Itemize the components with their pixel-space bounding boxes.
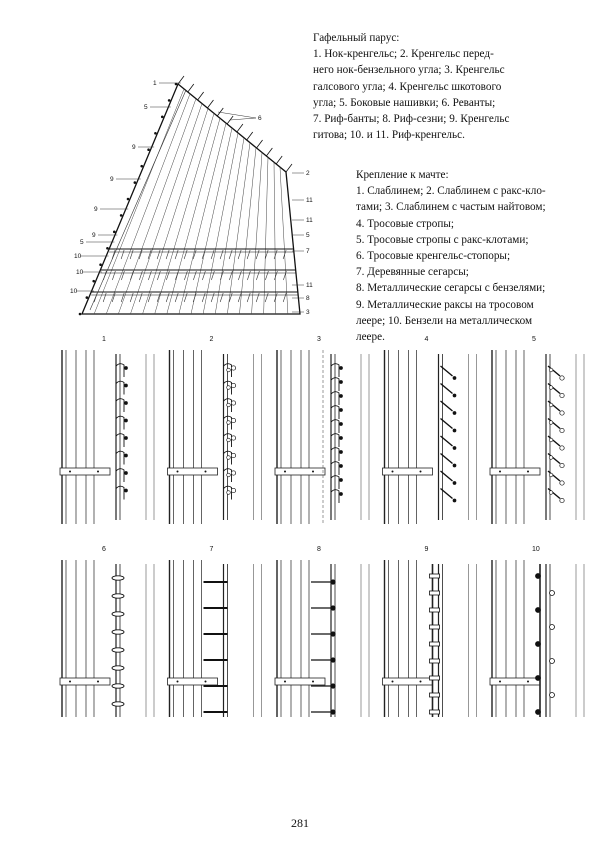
boom-bolt (177, 681, 179, 683)
sail-callout-number: 11 (306, 282, 313, 289)
lacing-eye (560, 393, 564, 397)
reef-point (247, 293, 250, 302)
robands (188, 84, 194, 92)
lacing-eye (453, 377, 456, 380)
sail-seam (167, 118, 220, 314)
boom-jaw (383, 468, 433, 475)
reef-point (175, 250, 178, 259)
mast-panel-7 (168, 546, 262, 717)
reef-point (121, 293, 124, 302)
lacing-eye (125, 402, 128, 405)
callout-leader (218, 112, 256, 118)
boom-bolt (205, 681, 207, 683)
luff-cringle (86, 296, 89, 299)
jackstay-seizing (536, 676, 541, 681)
lacing-eye (340, 493, 343, 496)
sail-callout-number: 7 (306, 248, 310, 255)
lacing-eye (231, 453, 235, 457)
mast-caption-line: 9. Металлические раксы на тросовом (356, 298, 534, 311)
jackstay-slide (430, 608, 440, 612)
mast-panel-number: 8 (317, 546, 321, 553)
sail-callout-number: 2 (306, 170, 310, 177)
sail-seam (215, 138, 244, 314)
luff-cringle (113, 231, 116, 234)
mast-caption-line: 4. Тросовые стропы; (356, 217, 454, 230)
lacing-eye (231, 401, 235, 405)
boom-bolt (205, 471, 207, 473)
gaff-sail-caption-title: Гафельный парус: (313, 32, 400, 44)
parrel-bead (549, 368, 553, 372)
page-number: 281 (291, 816, 309, 830)
sail-seam (118, 99, 196, 314)
lacing-eye (560, 446, 564, 450)
reef-point (139, 293, 142, 302)
lacing-eye (560, 463, 564, 467)
sail-callout-number: 9 (94, 206, 98, 213)
mast-panel-number: 4 (424, 336, 429, 343)
jackstay-slide (430, 642, 440, 646)
parrel-bead (227, 368, 231, 372)
reef-point (238, 250, 241, 259)
luff-cringle (99, 263, 102, 266)
robands (266, 148, 272, 156)
sail-callout-labels (70, 80, 313, 316)
lacing-eye (453, 447, 456, 450)
lacing-eye (231, 436, 235, 440)
boom-jaw (60, 468, 110, 475)
luff-cringle (147, 148, 150, 151)
mast-panel-9 (383, 546, 477, 717)
grommet (112, 684, 124, 688)
parrel-bead (227, 421, 231, 425)
lacing-eye (340, 437, 343, 440)
jackstay-slide (430, 710, 440, 714)
grommet (112, 630, 124, 634)
sail-seam (203, 133, 238, 314)
lacing-eye (125, 454, 128, 457)
sail-callout-number: 8 (306, 295, 310, 302)
lacing-eye (340, 409, 343, 412)
sail-callout-number: 5 (144, 104, 148, 111)
mast-panel-number: 7 (209, 546, 214, 553)
sail-callout-number: 10 (76, 269, 84, 276)
mast-panel-5 (490, 336, 584, 524)
reef-point (265, 271, 268, 280)
boom-jaw (60, 678, 110, 685)
jackstay-slide (430, 693, 440, 697)
boom-bolt (69, 681, 71, 683)
reef-point (202, 271, 205, 280)
robands (276, 156, 282, 164)
mast-panel-6 (60, 546, 154, 717)
lacing-eye (125, 419, 128, 422)
reef-point (202, 293, 205, 302)
luff-cringle (161, 116, 164, 119)
parrel-bead (549, 403, 553, 407)
lacing-eye (560, 376, 564, 380)
luff-cringle (134, 181, 137, 184)
sail-seam (94, 89, 184, 314)
grommet (112, 594, 124, 598)
lacing-eye (340, 381, 343, 384)
jackstay-slide (430, 676, 440, 680)
mast-panel-1 (60, 336, 154, 524)
lacing-eye (560, 481, 564, 485)
sail-edge (82, 84, 300, 314)
luff-cringle (79, 313, 82, 316)
grommet (112, 576, 124, 580)
gaff-sail-drawing (58, 74, 328, 324)
mast-attachment-illustrations (58, 332, 588, 717)
boom-bolt (392, 681, 394, 683)
jackstay-seizing (550, 591, 555, 596)
robands (198, 92, 204, 100)
luff-cringle (120, 214, 123, 217)
sail-callout-number: 9 (110, 176, 114, 183)
lacing-eye (231, 471, 235, 475)
lacing-eye (453, 482, 456, 485)
boom-bolt (284, 471, 286, 473)
lacing-eye (453, 394, 456, 397)
lacing-eye (453, 464, 456, 467)
reef-point (130, 271, 133, 280)
reef-point (184, 250, 187, 259)
lacing-eye (125, 367, 128, 370)
mast-panel-4 (383, 336, 477, 524)
lacing-eye (231, 418, 235, 422)
hoop-seizing (330, 709, 335, 714)
sail-callout-number: 9 (132, 144, 136, 151)
gaff-sail-caption-line: 7. Риф-банты; 8. Риф-сезни; 9. Кренгельс (313, 113, 510, 126)
hoop-seizing (330, 683, 335, 688)
gaff-sail-caption-line: 1. Нок-кренгельс; 2. Кренгельс перед- (313, 48, 494, 61)
sail-seam (191, 128, 232, 314)
jackstay-slide (430, 591, 440, 595)
mast-caption-line: 8. Металлические сегарсы с бензелями; (356, 282, 546, 295)
lacing-eye (125, 384, 128, 387)
parrel-bead (227, 473, 231, 477)
boom-bolt (392, 471, 394, 473)
boom-bolt (499, 681, 501, 683)
lacing-eye (560, 428, 564, 432)
lacing-eye (560, 411, 564, 415)
boom-bolt (420, 681, 422, 683)
parrel-bead (227, 438, 231, 442)
robands (257, 140, 263, 148)
reef-point (211, 250, 214, 259)
sail-callout-number: 1 (153, 80, 157, 87)
reef-point (184, 271, 187, 280)
jackstay-seizing (536, 574, 541, 579)
parrel-bead (549, 456, 553, 460)
lacing-eye (340, 465, 343, 468)
reef-point (229, 250, 232, 259)
reef-point (166, 293, 169, 302)
reef-point (157, 271, 160, 280)
gaff-sail-caption-line: галсового угла; 4. Кренгельс шкотового (313, 80, 502, 93)
luff-cringle (168, 99, 171, 102)
mast-caption-line: тами; 3. Слаблинем с частым найтовом; (356, 201, 546, 214)
hoop-seizing (330, 631, 335, 636)
lacing-eye (125, 437, 128, 440)
mast-caption-line: 7. Деревянные сегарсы; (356, 266, 469, 279)
boom-bolt (177, 471, 179, 473)
gaff-sail-caption-line: угла; 5. Боковые нашивки; 6. Реванты; (313, 96, 496, 109)
reef-point (256, 271, 259, 280)
lacing-eye (340, 479, 343, 482)
mast-caption-line: 5. Тросовые стропы с ракс-клотами; (356, 233, 529, 246)
jackstay-seizing (550, 659, 555, 664)
sail-callout-number: 3 (306, 309, 310, 316)
sail-callout-number: 9 (92, 232, 96, 239)
mast-panel-number: 6 (102, 546, 106, 553)
lacing-eye (231, 366, 235, 370)
lacing-eye (125, 489, 128, 492)
luff-cringle (154, 132, 157, 135)
parrel-bead (227, 491, 231, 495)
reef-point (265, 293, 268, 302)
parrel-bead (549, 421, 553, 425)
boom-bolt (97, 681, 99, 683)
jackstay-slide (430, 659, 440, 663)
sail-callout-number: 6 (258, 115, 262, 122)
mast-caption-line: леере; 10. Бензели на металлическом (356, 314, 533, 327)
sail-callout-number: 10 (70, 288, 78, 295)
mast-panel-number: 1 (102, 336, 106, 343)
boom-bolt (312, 471, 314, 473)
reef-point (121, 250, 124, 259)
reef-point (175, 271, 178, 280)
reef-point (139, 271, 142, 280)
reef-point (256, 250, 259, 259)
jackstay-seizing (536, 642, 541, 647)
sail-seam (274, 162, 276, 314)
reef-point (220, 250, 223, 259)
boom-jaw (275, 678, 325, 685)
reef-point (130, 293, 133, 302)
reef-point (112, 271, 115, 280)
jackstay-seizing (550, 625, 555, 630)
mast-panel-8 (275, 546, 369, 717)
reef-point (184, 293, 187, 302)
robands (247, 132, 253, 140)
lacing-eye (340, 367, 343, 370)
sail-seam (227, 143, 250, 314)
gaff-sail-caption-line: гитова; 10. и 11. Риф-кренгельс. (313, 129, 465, 142)
gaff-sail-caption-line: него нок-бензельного угла; 3. Кренгельс (313, 64, 505, 77)
lacing-eye (340, 423, 343, 426)
reef-point (157, 250, 160, 259)
reef-point (193, 271, 196, 280)
boom-bolt (97, 471, 99, 473)
jackstay-seizing (550, 693, 555, 698)
lacing-eye (125, 472, 128, 475)
robands (207, 100, 213, 108)
hoop-seizing (330, 605, 335, 610)
robands (237, 124, 243, 132)
reef-point (166, 250, 169, 259)
lacing-eye (560, 498, 564, 502)
boom-bolt (420, 471, 422, 473)
luff-cringle (140, 165, 143, 168)
mast-caption-line: 1. Слаблинем; 2. Слаблинем с ракс-кло- (356, 185, 546, 198)
jackstay-slide (430, 574, 440, 578)
reef-point (274, 250, 277, 259)
grommet (112, 648, 124, 652)
reef-point (211, 293, 214, 302)
boom-bolt (284, 681, 286, 683)
boom-jaw (275, 468, 325, 475)
reef-point (247, 250, 250, 259)
mast-panel-number: 5 (532, 336, 536, 343)
sail-seam (264, 157, 268, 314)
reef-point (220, 293, 223, 302)
luff-cringle (127, 198, 130, 201)
reef-point (256, 293, 259, 302)
lacing-eye (453, 412, 456, 415)
mast-panel-number: 9 (424, 546, 429, 553)
sail-callout-number: 11 (306, 217, 313, 224)
gaff-sail-caption (313, 30, 545, 143)
boom-bolt (527, 471, 529, 473)
side-tabling (90, 90, 186, 310)
jackstay-slide (430, 625, 440, 629)
boom-jaw (490, 468, 540, 475)
reef-point (148, 271, 151, 280)
mast-panel-3 (275, 336, 369, 524)
sail-seam (239, 148, 256, 314)
grommet (112, 702, 124, 706)
mast-caption-title: Крепление к мачте: (356, 169, 449, 181)
sail-callout-number: 10 (74, 253, 82, 260)
boom-bolt (312, 681, 314, 683)
lacing-eye (231, 488, 235, 492)
robands (286, 164, 292, 172)
sail-callout-number: 5 (80, 239, 84, 246)
parrel-bead (227, 386, 231, 390)
boom-bolt (69, 471, 71, 473)
grommet (112, 612, 124, 616)
callout-leader (230, 118, 256, 120)
mast-caption-line: леере. (356, 331, 385, 344)
mast-attachment-caption (356, 167, 584, 345)
parrel-bead (549, 438, 553, 442)
hoop-seizing (330, 657, 335, 662)
mast-panel-number: 3 (317, 336, 321, 343)
lacing-eye (453, 429, 456, 432)
reef-point (193, 293, 196, 302)
reef-point (175, 293, 178, 302)
jackstay-seizing (536, 710, 541, 715)
lacing-eye (340, 451, 343, 454)
parrel-bead (549, 491, 553, 495)
sail-outline (79, 76, 300, 315)
lacing-eye (340, 395, 343, 398)
boom-bolt (499, 471, 501, 473)
grommet (112, 666, 124, 670)
reef-point (274, 271, 277, 280)
mast-panel-number: 2 (209, 336, 214, 343)
mast-panel-2 (168, 336, 262, 524)
sail-callout-number: 5 (306, 232, 310, 239)
sail-seam (155, 113, 214, 314)
boom-bolt (527, 681, 529, 683)
parrel-bead (549, 386, 553, 390)
parrel-bead (549, 473, 553, 477)
parrel-bead (227, 456, 231, 460)
boom-jaw (383, 678, 433, 685)
lacing-eye (453, 499, 456, 502)
reef-point (247, 271, 250, 280)
luff-cringle (106, 247, 109, 250)
reef-point (130, 250, 133, 259)
mast-panel-number: 10 (532, 546, 540, 553)
reef-point (283, 293, 286, 302)
mast-panel-10 (490, 546, 584, 717)
jackstay-seizing (536, 608, 541, 613)
lacing-eye (231, 383, 235, 387)
parrel-bead (227, 403, 231, 407)
hoop-seizing (330, 579, 335, 584)
boom-jaw (168, 678, 218, 685)
reef-point (103, 293, 106, 302)
boom-jaw (168, 468, 218, 475)
luff-cringle (92, 280, 95, 283)
reef-point (238, 271, 241, 280)
boom-jaw (490, 678, 540, 685)
reef-point (211, 271, 214, 280)
mast-caption-line: 6. Тросовые кренгельс-стопоры; (356, 250, 511, 263)
sail-callout-number: 11 (306, 197, 313, 204)
